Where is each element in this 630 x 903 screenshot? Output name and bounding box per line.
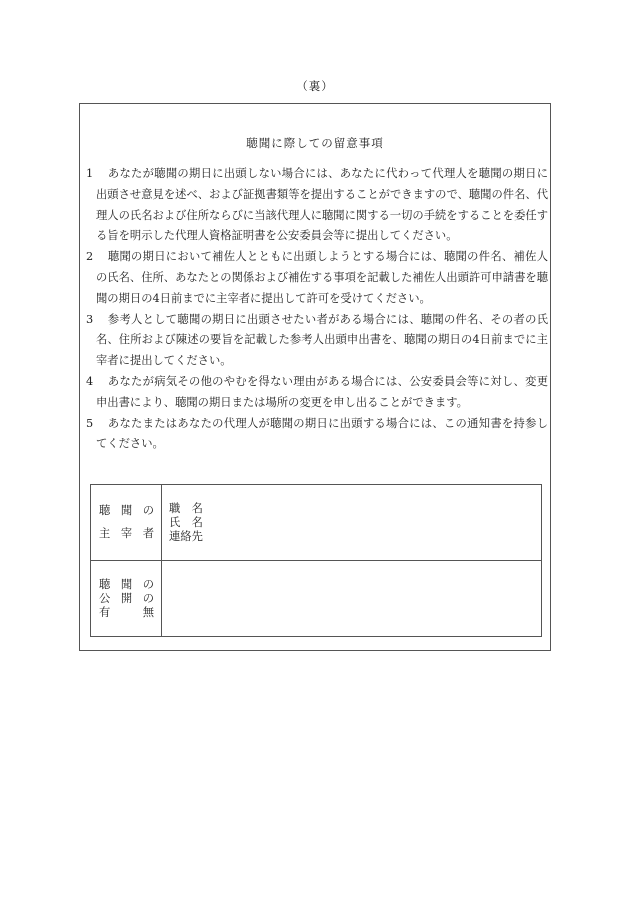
notice-list xyxy=(86,164,548,455)
presider-label-cell xyxy=(91,485,162,561)
notice-text: あなたまたはあなたの代理人が聴聞の期日に出頭する場合には、この通知書を持参してください。 xyxy=(96,416,548,451)
notice-number: 4 xyxy=(86,374,94,388)
label-char: 開 xyxy=(120,591,133,605)
presider-title-field: 職 名 xyxy=(169,501,203,515)
hearing-info-table xyxy=(90,484,542,637)
notice-number: 1 xyxy=(86,167,94,180)
notice-number: 3 xyxy=(86,312,94,326)
label-char: 公 xyxy=(99,591,111,605)
publicity-row xyxy=(91,561,542,637)
notice-item-4 xyxy=(86,372,548,414)
notice-frame xyxy=(79,103,551,651)
label-char: 聴 xyxy=(99,577,111,591)
publicity-value-cell[interactable] xyxy=(162,561,542,637)
publicity-label-line2 xyxy=(91,592,161,606)
notice-item-3 xyxy=(86,310,548,372)
notice-item-1 xyxy=(86,164,548,247)
presider-contact-field: 連絡先 xyxy=(169,529,203,543)
label-char: 主 xyxy=(99,527,111,540)
label-char: の xyxy=(142,577,154,591)
label-char: 無 xyxy=(142,605,154,619)
presider-label-line1 xyxy=(91,504,161,518)
publicity-label-cell xyxy=(91,561,162,637)
label-char: 聞 xyxy=(120,577,133,591)
presider-row xyxy=(91,485,542,561)
notice-text: 参考人として聴聞の期日に出頭させたい者がある場合には、聴聞の件名、その者の氏名、住所および陳述の要旨を記載した参考人出頭申出書を、聴聞の期日の4日前までに主宰者に提出してください。 xyxy=(96,312,548,368)
notice-number: 2 xyxy=(86,250,94,264)
publicity-label-line1 xyxy=(91,578,161,592)
notice-text: あなたが聴聞の期日に出頭しない場合には、あなたに代わって代理人を聴聞の期日に出頭させ意見を述べ、および証拠書類等を提出することができますので、聴聞の件名、代理人の氏名および住所ならびに当該代理人に聴聞に関する一切の手続をすることを委任する旨を明示した代理人資格証明書を公安委員会等に提出してください。 xyxy=(96,167,548,243)
notice-item-2 xyxy=(86,247,548,309)
notice-number: 5 xyxy=(86,416,94,430)
label-char: 者 xyxy=(142,527,154,540)
label-char: 有 xyxy=(99,605,111,619)
label-char: 聞 xyxy=(120,504,133,517)
presider-value-cell[interactable] xyxy=(162,485,542,561)
notice-text: 聴聞の期日において補佐人とともに出頭しようとする場合には、聴聞の件名、補佐人の氏名、住所、あなたとの関係および補佐する事項を記載した補佐人出頭許可申請書を聴聞の期日の4日前までに主宰者に提出して許可を受けてください。 xyxy=(96,250,548,305)
label-char: 宰 xyxy=(120,527,133,540)
document-title: 聴聞に際しての留意事項 xyxy=(246,136,384,150)
presider-name-field: 氏 名 xyxy=(169,515,203,529)
publicity-label-line3 xyxy=(91,606,161,620)
page-heading: （裏） xyxy=(296,79,334,93)
label-char: の xyxy=(142,504,154,517)
notice-text: あなたが病気その他のやむを得ない理由がある場合には、公安委員会等に対し、変更申出書により、聴聞の期日または場所の変更を申し出ることができます。 xyxy=(96,374,548,409)
presider-label-line2 xyxy=(91,527,161,541)
notice-item-5 xyxy=(86,414,548,456)
label-char: の xyxy=(142,591,154,605)
label-char: 聴 xyxy=(99,504,111,517)
